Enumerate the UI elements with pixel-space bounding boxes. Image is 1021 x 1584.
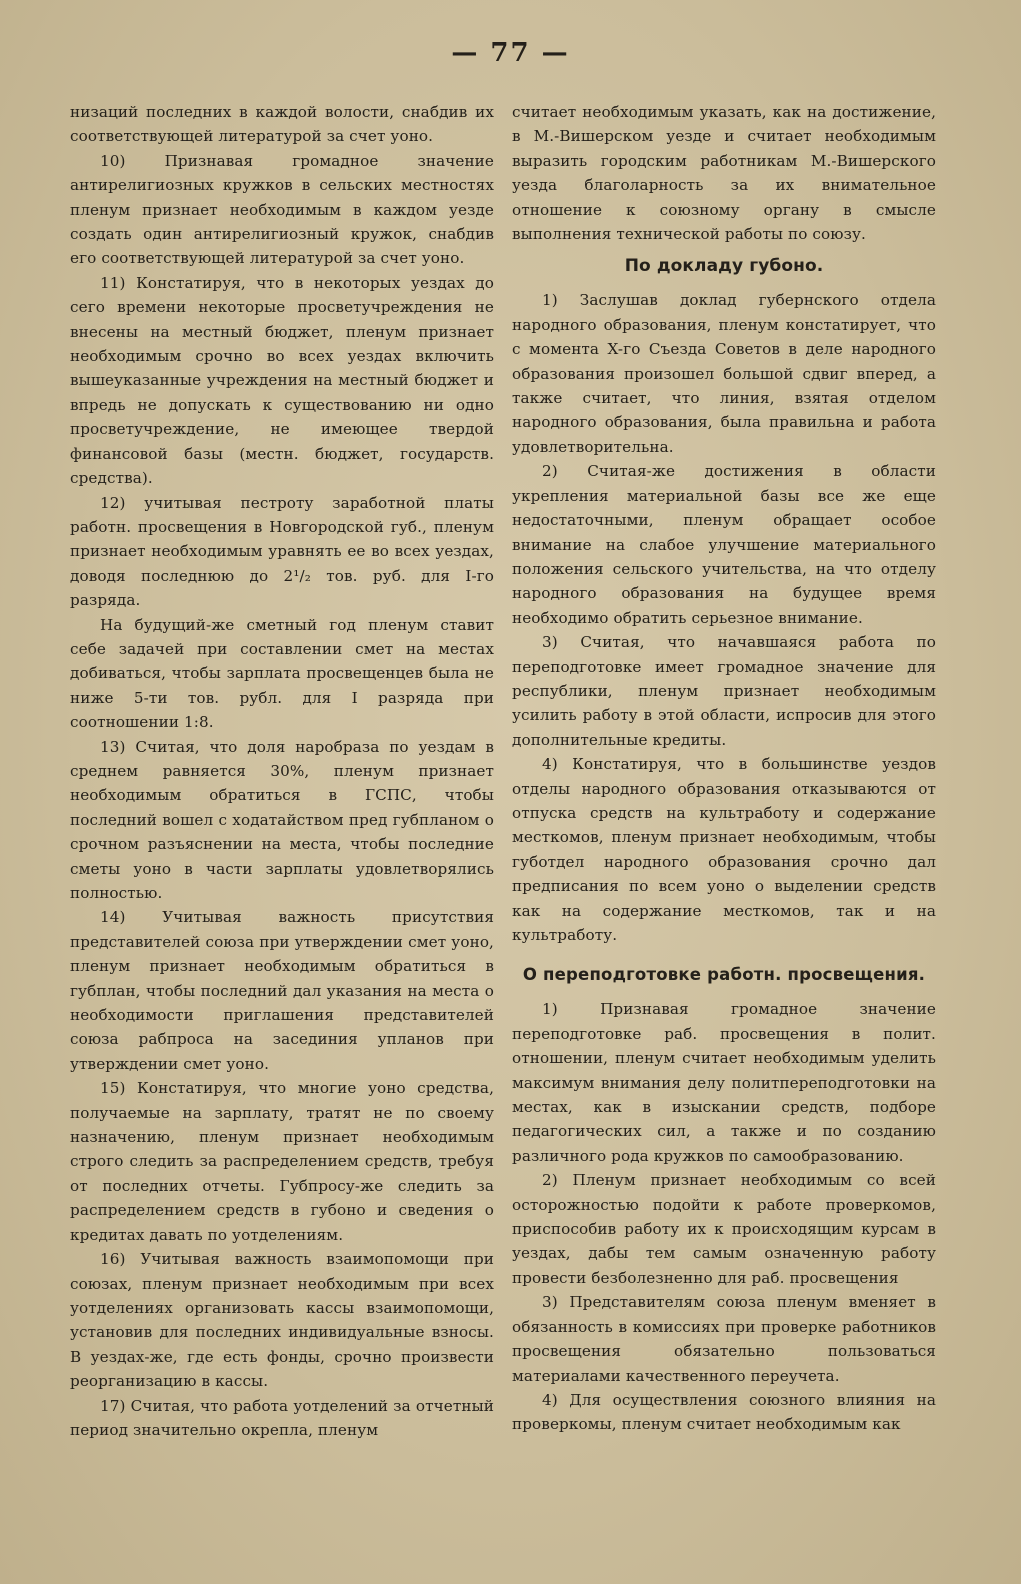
- paragraph: низаций последних в каждой волости, снабдив их соответствующей литературой за счет уоно.: [70, 103, 494, 146]
- paragraph: На будущий-же сметный год пленум ставит себе задачей при составлении смет на местах добиваться, чтобы зарплата просвещенцев была не ниже 5-ти тов. рубл. для I разряда при соотношении 1:8.: [70, 615, 494, 732]
- section-heading: О переподготовке работн. просвещения.: [522, 965, 926, 985]
- paragraph: 10) Признавая громадное значение антирелигиозных кружков в сельских местностях пленум признает необходимым в каждом уезде создать один антирелигиозный кружок, снабдив его соответствующей литературой за счет уоно.: [70, 151, 494, 268]
- paragraph: 2) Считая-же достижения в области укрепления материальной базы все же еще недостаточными, пленум обращает особое внимание на слабое улучшение материального положения сельского учительства, на что отделу народного образования на будущее время необходимо обратить серьезное внимание.: [512, 462, 936, 627]
- left-column: [70, 100, 494, 1442]
- paragraph: 15) Констатируя, что многие уоно средства, получаемые на зарплату, тратят не по своему назначению, пленум признает необходимым строго следить за распределением средств, требуя от последних отчеты. Губпросу-же следить за распределением средств в губоно и сведения о кредитах давать по уотделениям.: [70, 1079, 494, 1244]
- paragraph: считает необходимым указать, как на достижение, в М.-Вишерском уезде и считает необходимым выразить городским работникам М.-Вишерского уезда благоларность за их внимательное отношение к союзному органу в смысле выполнения технической работы по союзу.: [512, 103, 936, 244]
- paragraph: 12) учитывая пестроту заработной платы работн. просвещения в Новгородской губ., пленум признает необходимым уравнять ее во всех уездах, доводя последнюю до 2¹/₂ тов. руб. для I-го разряда.: [70, 493, 494, 610]
- paragraph: 2) Пленум признает необходимым со всей осторожностью подойти к работе проверкомов, приспособив работу их к происходящим курсам в уездах, дабы тем самым означенную работу провести безболезненно для раб. просвещения: [512, 1171, 936, 1287]
- page-number: — 77 —: [451, 38, 570, 68]
- paragraph: 14) Учитывая важность присутствия представителей союза при утверждении смет уоно, пленум признает необходимым обратиться в губплан, чтобы последний дал указания на места о необходимости приглашения представителей союза рабпроса на засединия упланов при утверждении смет уоно.: [70, 908, 494, 1073]
- paragraph: 17) Считая, что работа уотделений за отчетный период значительно окрепла, пленум: [70, 1396, 494, 1439]
- paragraph: 1) Заслушав доклад губернского отдела народного образования, пленум констатирует, что с момента X-го Съезда Советов в деле народного образования произошел большой сдвиг вперед, а также считает, что линия, взятая отделом народного образования, была правильна и работа удовлетворительна.: [512, 291, 936, 456]
- paragraph: 11) Констатируя, что в некоторых уездах до сего времени некоторые просветучреждения не внесены на местный бюджет, пленум признает необходимым срочно во всех уездах включить вышеуказанные учреждения на местный бюджет и впредь не допускать к существованию ни одно просветучреждение, не имеющее твердой финансовой базы (местн. бюджет, государств. средства).: [70, 273, 494, 488]
- paragraph: 3) Представителям союза пленум вменяет в обязанность в комиссиях при проверке работников просвещения обязательно пользоваться материалами качественного переучета.: [512, 1293, 936, 1385]
- paragraph: 4) Констатируя, что в большинстве уездов отделы народного образования отказываются от отпуска средств на культработу и содержание месткомов, пленум признает необходимым, чтобы губотдел народного образования срочно дал предписания по всем уоно о выделении средств как на содержание месткомов, так и на культработу.: [512, 755, 936, 944]
- paragraph: 4) Для осуществления союзного влияния на проверкомы, пленум считает необходимым как: [512, 1390, 936, 1434]
- right-column: [512, 100, 936, 1437]
- section-heading: По докладу губоно.: [624, 256, 824, 277]
- paragraph: 3) Считая, что начавшаяся работа по переподготовке имеет громадное значение для республики, пленум признает необходимым усилить работу в этой области, испросив для этого дополнительные кредиты.: [512, 633, 936, 749]
- paragraph: 13) Считая, что доля наробраза по уездам в среднем равняется 30%, пленум признает необходимым обратиться в ГСПС, чтобы последний вошел с ходатайством пред губпланом о срочном разъяснении на места, чтобы последние сметы уоно в части зарплаты удовлетворялись полностью.: [70, 737, 494, 902]
- paragraph: 16) Учитывая важность взаимопомощи при союзах, пленум признает необходимым при всех уотделениях организовать кассы взаимопомощи, установив для последних индивидуальные взносы. В уездах-же, где есть фонды, срочно произвести реорганизацию в кассы.: [70, 1250, 494, 1391]
- paragraph: 1) Признавая громадное значение переподготовке раб. просвещения в полит. отношении, пленум считает необходимым уделить максимум внимания делу политпереподготовки на местах, как в изыскании средств, подборе педагогических сил, а также и по созданию различного рода кружков по самообразованию.: [512, 1000, 936, 1165]
